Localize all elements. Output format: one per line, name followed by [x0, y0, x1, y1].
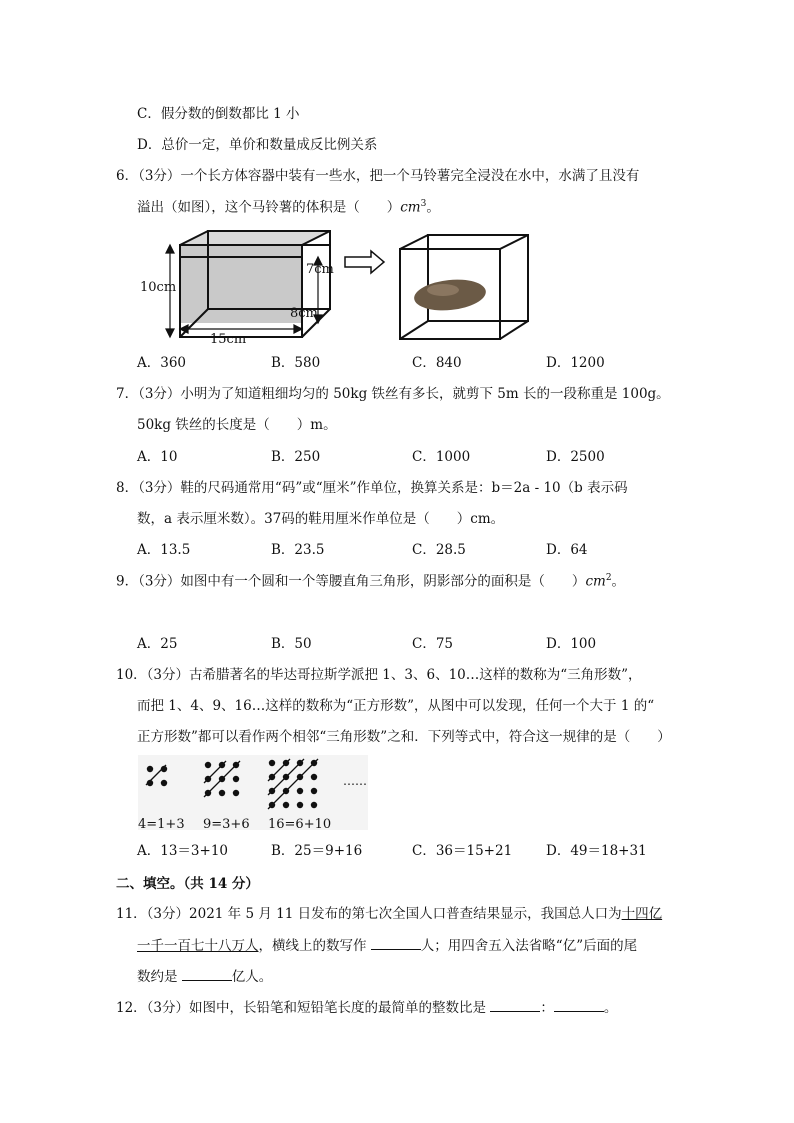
caption-4: 4=1+3: [138, 817, 185, 832]
q7-text-line2: 50kg 铁丝的长度是（ ）m。: [137, 417, 337, 433]
label-8cm: 8cm: [290, 306, 318, 321]
q8-option-b[interactable]: B．23.5: [271, 542, 325, 558]
q6-text-line1: 6．（3分）一个长方体容器中装有一些水，把一个马铃薯完全浸没在水中，水满了且没有: [116, 168, 640, 184]
q12-blank-1[interactable]: [490, 1010, 540, 1012]
q12-text-line1: 12．（3分）如图中，长铅笔和短铅笔长度的最简单的整数比是 ： 。: [116, 1000, 618, 1016]
q10-text-line2: 而把 1、4、9、16…这样的数称为“正方形数”，从图中可以发现，任何一个大于 1 的“: [137, 698, 655, 714]
q8-text-line2: 数，a 表示厘米数）。37码的鞋用厘米作单位是（ ）cm。: [137, 511, 505, 527]
q6-option-d[interactable]: D．1200: [546, 355, 605, 371]
section-heading: 二、填空。（共 14 分）: [116, 876, 259, 892]
q10-option-b[interactable]: B．25＝9+16: [271, 843, 363, 859]
label-15cm: 15cm: [210, 332, 247, 345]
q10-option-d[interactable]: D．49＝18+31: [546, 843, 647, 859]
q9-option-b[interactable]: B．50: [271, 636, 312, 652]
q6-text-line2: 溢出（如图），这个马铃薯的体积是（ ）$cm^3$。: [137, 199, 440, 216]
dots-ellipsis: ……: [343, 774, 367, 788]
q7-option-a[interactable]: A．10: [137, 449, 178, 465]
caption-16: 16=6+10: [268, 817, 332, 832]
q9-text-line1: 9．（3分）如图中有一个圆和一个等腰直角三角形，阴影部分的面积是（ ）$cm^2$。: [116, 573, 626, 590]
q7-option-c[interactable]: C．1000: [412, 449, 471, 465]
q10-option-c[interactable]: C．36＝15+21: [412, 843, 513, 859]
q7-text-line1: 7．（3分）小明为了知道粗细均匀的 50kg 铁丝有多长，就剪下 5m 长的一段称重是 100g。: [116, 386, 670, 402]
q12-blank-2[interactable]: [554, 1010, 604, 1012]
q11-blank-2[interactable]: [182, 979, 232, 981]
q6-container-figure: [138, 225, 533, 345]
q8-option-c[interactable]: C．28.5: [412, 542, 466, 558]
q6-option-b[interactable]: B．580: [271, 355, 321, 371]
q11-text-line3: 数约是 亿人。: [137, 969, 273, 985]
caption-9: 9=3+6: [203, 817, 250, 832]
q9-option-d[interactable]: D．100: [546, 636, 597, 652]
q6-option-a[interactable]: A．360: [137, 355, 187, 371]
q11-text-line1: 11．（3分）2021 年 5 月 11 日发布的第七次全国人口普查结果显示，我国总人口为十四亿: [116, 906, 663, 922]
q7-option-b[interactable]: B．250: [271, 449, 321, 465]
q9-option-c[interactable]: C．75: [412, 636, 454, 652]
q9-option-a[interactable]: A．25: [137, 636, 178, 652]
option-c-prev: C．假分数的倒数都比 1 小: [137, 106, 300, 122]
q8-option-d[interactable]: D．64: [546, 542, 588, 558]
q8-text-line1: 8．（3分）鞋的尺码通常用“码”或“厘米”作单位，换算关系是：b＝2a - 10（b 表示码: [116, 480, 628, 496]
q11-text-line2: 一千一百七十八万人，横线上的数写作 人；用四舍五入法省略“亿”后面的尾: [137, 938, 638, 954]
label-7cm: 7cm: [306, 262, 334, 277]
q8-option-a[interactable]: A．13.5: [137, 542, 191, 558]
q11-blank-1[interactable]: [371, 948, 421, 950]
option-d-prev: D．总价一定，单价和数量成反比例关系: [137, 137, 378, 153]
q10-text-line3: 正方形数”都可以看作两个相邻“三角形数”之和．下列等式中，符合这一规律的是（ ）: [137, 729, 671, 745]
q7-option-d[interactable]: D．2500: [546, 449, 605, 465]
q10-text-line1: 10．（3分）古希腊著名的毕达哥拉斯学派把 1、3、6、10…这样的数称为“三角形数”，: [116, 667, 642, 683]
q6-option-c[interactable]: C．840: [412, 355, 462, 371]
label-10cm: 10cm: [140, 280, 177, 295]
right-arrow-icon: [345, 251, 384, 273]
q10-option-a[interactable]: A．13＝3+10: [137, 843, 229, 859]
